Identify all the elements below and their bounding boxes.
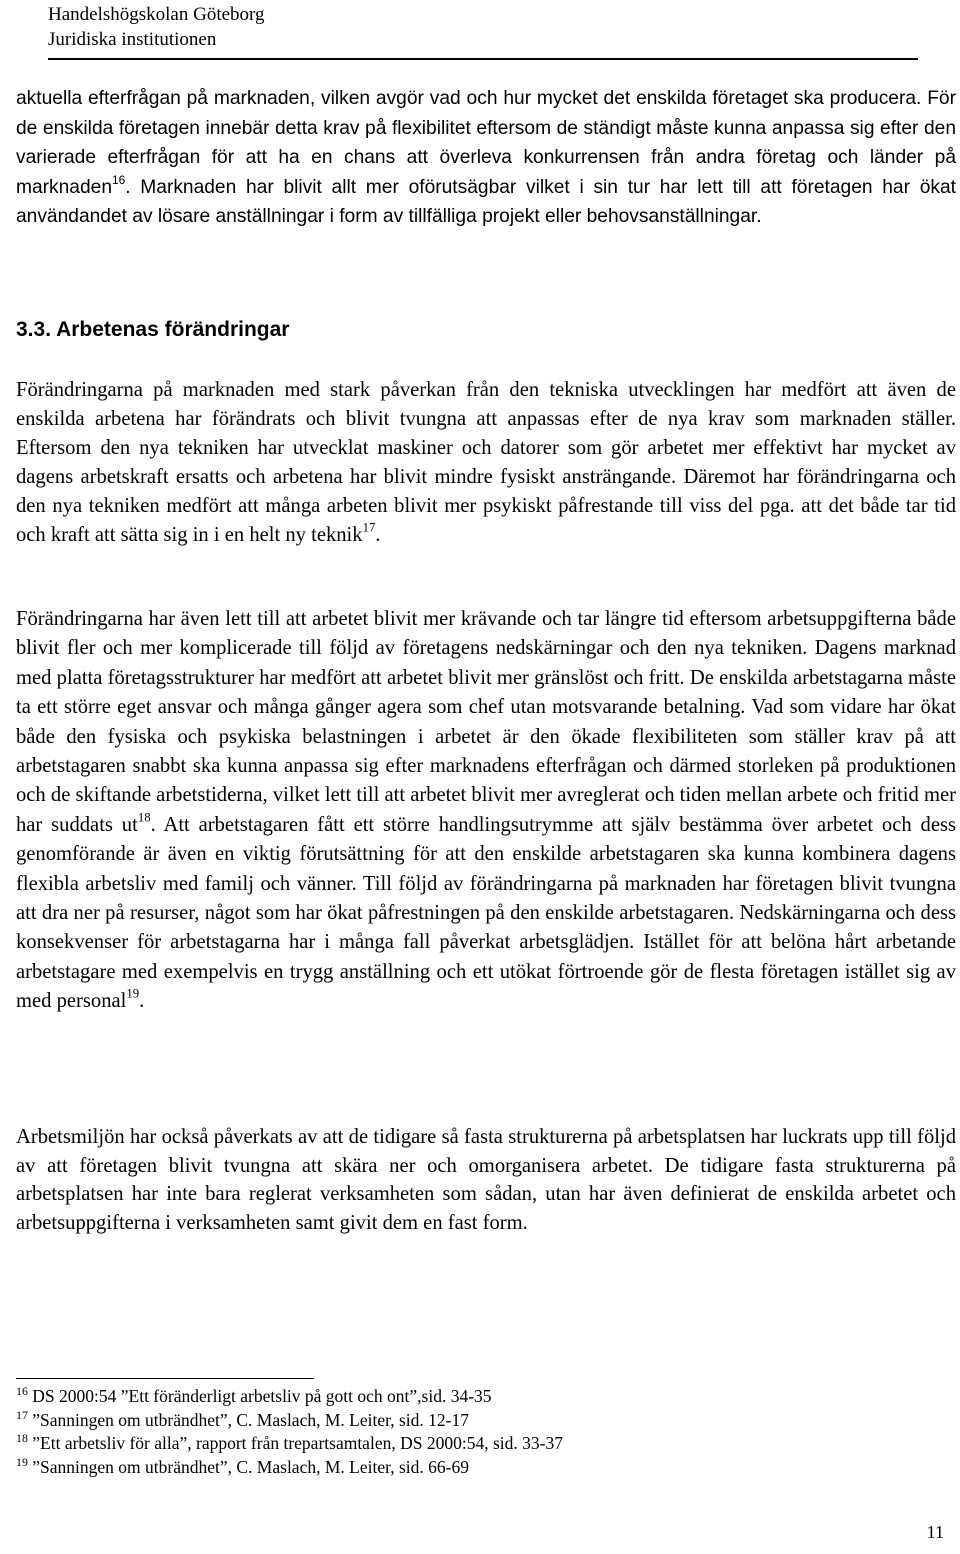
footnote-ref-17[interactable]: 17 bbox=[362, 520, 376, 535]
footnote-item bbox=[16, 1385, 916, 1409]
paragraph-text: . bbox=[139, 990, 145, 1013]
page-header bbox=[48, 0, 918, 60]
footnote-item bbox=[16, 1409, 916, 1433]
paragraph-demanding-work bbox=[16, 605, 956, 1017]
page-number: 11 bbox=[926, 1522, 944, 1542]
footnote-text: ”Sanningen om utbrändhet”, C. Maslach, M. Leiter, sid. 12-17 bbox=[27, 1409, 469, 1430]
paragraph-text: Förändringarna på marknaden med stark påverkan från den tekniska utvecklingen har medfört att även de enskilda arbetena har förändrats och blivit tvungna att anpassas efter de nya krav som marknaden ställer. Eftersom den nya tekniken har utvecklat maskiner och datorer som gör arbetet mer effektivt har mycket av dagens arbetskraft ersatts och arbetena har blivit mindre fysiskt ansträngande. Däremot har förändringarna och den nya tekniken medfört att många arbeten blivit mer psykiskt påfrestande till viss del pga. att det både tar tid och kraft att sätta sig in i en helt ny teknik bbox=[16, 379, 956, 546]
paragraph-text: . Att arbetstagaren fått ett större handlingsutrymme att själv bestämma över arbetet och dess genomförande är även en viktig förutsättning för att den enskilde arbetstagaren ska kunna kombinera dagens flexibla arbetsliv med familj och vänner. Till följd av förändringarna på marknaden har företagen blivit tvungna att dra ner på resurser, något som har ökat påfrestningen på den enskilde arbetstagaren. Nedskärningarna och dess konsekvenser för arbetstagarna har i många fall påverkat arbetsglädjen. Istället för att belöna hårt arbetande arbetstagare med exempelvis en trygg anställning och ett utökat förtroende gör de flesta företagen istället sig av med personal bbox=[16, 813, 956, 1013]
footnote-divider bbox=[16, 1378, 314, 1379]
paragraph-text: . Marknaden har blivit allt mer oförutsägbar vilket i sin tur har lett till att företagen har ökat användandet av lösare anställningar i form av tillfälliga projekt eller behovsanställningar. bbox=[16, 176, 956, 228]
footnote-ref-19[interactable]: 19 bbox=[126, 986, 140, 1001]
paragraph-market-demand bbox=[16, 84, 956, 232]
footnote-number: 19 bbox=[16, 1454, 28, 1469]
footnote-text: DS 2000:54 ”Ett föränderligt arbetsliv på gott och ont”,sid. 34-35 bbox=[27, 1386, 492, 1406]
footnote-ref-18[interactable]: 18 bbox=[137, 810, 151, 825]
paragraph-work-environment bbox=[16, 1123, 956, 1237]
footnote-item bbox=[16, 1456, 916, 1480]
footnotes bbox=[16, 1385, 916, 1479]
footnote-text: ”Sanningen om utbrändhet”, C. Maslach, M. Leiter, sid. 66-69 bbox=[27, 1456, 469, 1477]
section-heading: 3.3. Arbetenas förändringar bbox=[16, 318, 290, 341]
footnote-text: ”Ett arbetsliv för alla”, rapport från trepartsamtalen, DS 2000:54, sid. 33-37 bbox=[27, 1433, 563, 1453]
footnote-item bbox=[16, 1432, 916, 1456]
footnote-number: 17 bbox=[16, 1407, 28, 1422]
footnote-number: 16 bbox=[16, 1383, 28, 1398]
footnote-number: 18 bbox=[16, 1430, 28, 1445]
paragraph-text: . bbox=[375, 524, 381, 546]
footnote-ref-16[interactable]: 16 bbox=[112, 172, 126, 187]
paragraph-text: Förändringarna har även lett till att arbetet blivit mer krävande och tar längre tid eftersom arbetsuppgifterna både blivit fler och mer komplicerade till följd av företagens nedskärningar och den nya tekniken. Dagens marknad med platta företagsstrukturer har medfört att arbetet blivit mer gränslöst och fritt. De enskilda arbetstagarna måste ta ett större eget ansvar och många gånger agera som chef utan motsvarande betalning. Vad som vidare har ökat både den fysiska och psykiska belastningen i arbetet är den ökade flexibiliteten som ställer krav på att arbetstagaren snabbt ska kunna anpassa sig efter marknadens efterfrågan och därmed storleken på produktionen och de skiftande arbetstiderna, vilket lett till att arbetet blivit mer avreglerat och tiden mellan arbete och fritid mer har suddats ut bbox=[16, 608, 956, 836]
paragraph-text: aktuella efterfrågan på marknaden, vilken avgör vad och hur mycket det enskilda företaget ska producera. För de enskilda företagen innebär detta krav på flexibilitet eftersom de ständigt måste kunna anpassa sig efter den varierade efterfrågan för att ha en chans att överleva konkurrensen från andra företag och länder på marknaden bbox=[16, 88, 956, 198]
header-institution: Handelshögskolan Göteborg bbox=[48, 4, 265, 25]
header-department: Juridiska institutionen bbox=[48, 29, 217, 50]
paragraph-text: Arbetsmiljön har också påverkats av att de tidigare så fasta strukturerna på arbetsplatsen har luckrats upp till följd av att företagen blivit tvungna att skära ner och omorganisera arbetet. De tidigare fasta strukturerna på arbetsplatsen har inte bara reglerat verksamheten som sådan, utan har även definierat de enskilda arbetet och arbetsuppgifterna i verksamheten samt givit dem en fast form. bbox=[16, 1126, 956, 1234]
paragraph-work-changes bbox=[16, 376, 956, 550]
